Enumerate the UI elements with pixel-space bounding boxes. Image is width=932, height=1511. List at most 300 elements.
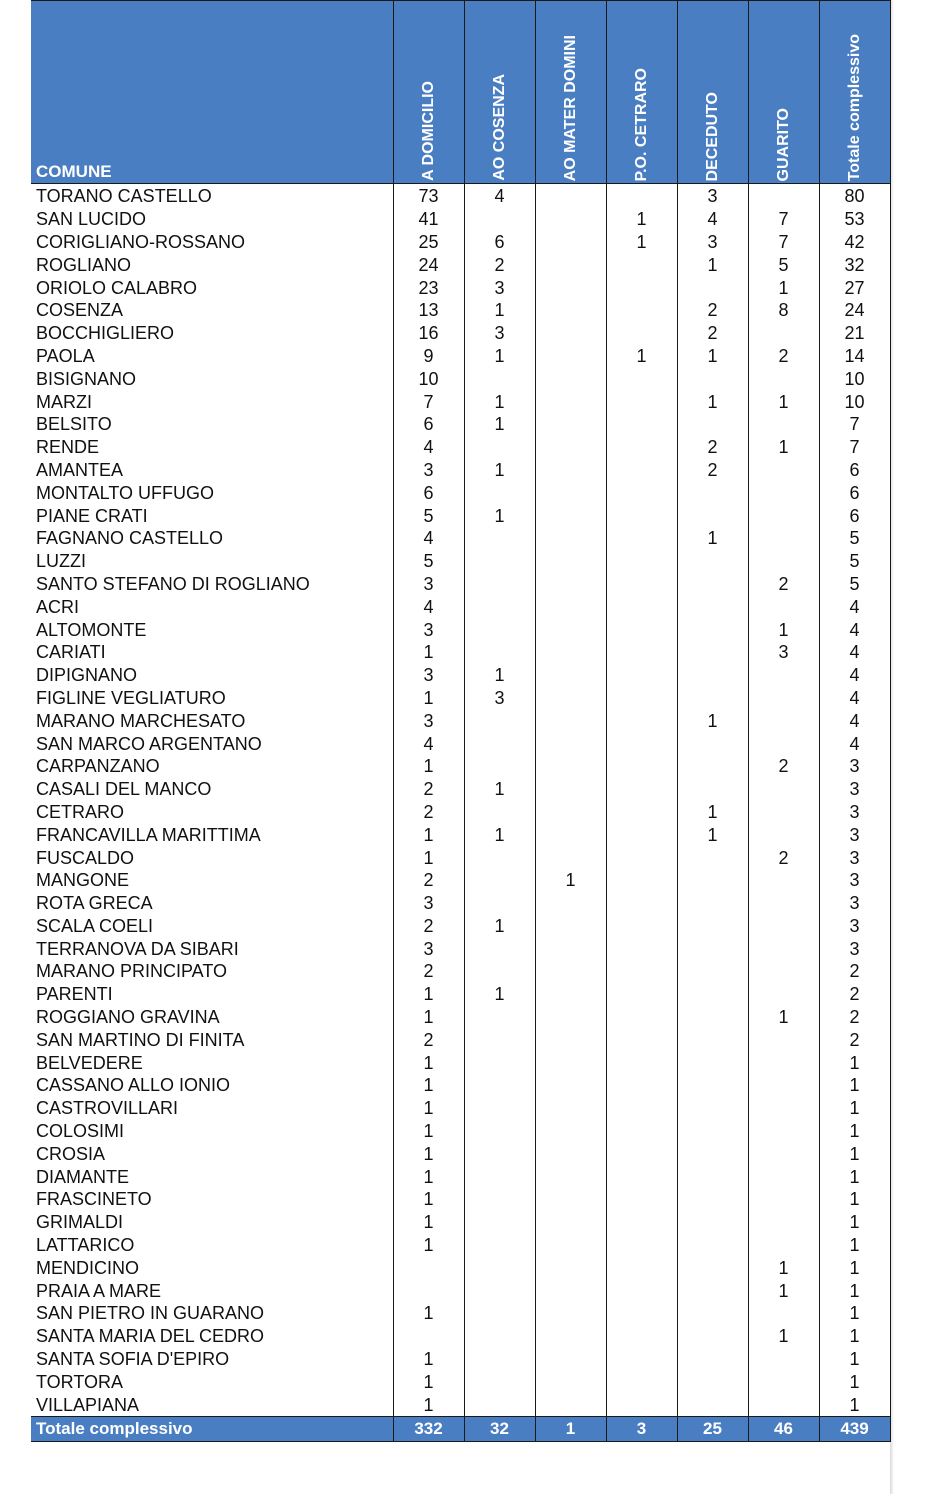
- value-cell: [464, 1348, 535, 1371]
- table-row: [31, 1211, 890, 1234]
- value-cell: 1: [393, 755, 464, 778]
- comune-name: COSENZA: [36, 300, 124, 321]
- value-cell: 2: [677, 436, 748, 459]
- value-cell: [606, 1028, 677, 1051]
- value-cell: [606, 413, 677, 436]
- value-cell: 32: [819, 253, 890, 276]
- value-cell: [606, 1393, 677, 1416]
- value-cell: [535, 1142, 606, 1165]
- value-cell: [464, 1302, 535, 1325]
- value-cell: 42: [819, 231, 890, 254]
- table-row: [31, 481, 890, 504]
- value-cell: [677, 504, 748, 527]
- value-cell: [677, 1325, 748, 1348]
- table-row: [31, 937, 890, 960]
- value-cell: [748, 960, 819, 983]
- value-cell: [535, 253, 606, 276]
- value-cell: [748, 983, 819, 1006]
- value-cell: 2: [819, 983, 890, 1006]
- value-cell: [606, 1051, 677, 1074]
- comune-name: MONTALTO UFFUGO: [36, 482, 214, 503]
- value-cell: [464, 367, 535, 390]
- table-row: [31, 367, 890, 390]
- value-cell: [464, 732, 535, 755]
- value-cell: 5: [819, 527, 890, 550]
- value-cell: 4: [819, 687, 890, 710]
- value-cell: 1: [819, 1188, 890, 1211]
- table-row: [31, 1142, 890, 1165]
- value-cell: [535, 573, 606, 596]
- value-cell: 1: [393, 1188, 464, 1211]
- total-cell: 3: [606, 1417, 677, 1442]
- value-cell: 1: [464, 823, 535, 846]
- value-cell: 3: [677, 231, 748, 254]
- value-cell: [464, 436, 535, 459]
- value-cell: 41: [393, 208, 464, 231]
- value-cell: 3: [819, 823, 890, 846]
- value-cell: [606, 983, 677, 1006]
- value-cell: [606, 618, 677, 641]
- comune-name: VILLAPIANA: [36, 1394, 140, 1415]
- value-cell: 2: [819, 1006, 890, 1029]
- value-cell: 1: [677, 709, 748, 732]
- value-cell: 1: [393, 1051, 464, 1074]
- header-label: DECEDUTO: [703, 91, 721, 181]
- table-row: [31, 299, 890, 322]
- value-cell: 4: [819, 641, 890, 664]
- table-row: [31, 413, 890, 436]
- value-cell: [606, 1120, 677, 1143]
- value-cell: [464, 846, 535, 869]
- value-cell: [535, 1188, 606, 1211]
- total-cell: 332: [393, 1417, 464, 1442]
- value-cell: 1: [819, 1097, 890, 1120]
- table-row: [31, 1051, 890, 1074]
- header-label: AO MATER DOMINI: [561, 34, 579, 181]
- value-cell: 1: [464, 664, 535, 687]
- comune-name: SAN PIETRO IN GUARANO: [36, 1303, 265, 1324]
- value-cell: [464, 1234, 535, 1257]
- header-totale-complessivo: [819, 1, 890, 184]
- value-cell: [748, 801, 819, 824]
- value-cell: [677, 550, 748, 573]
- value-cell: 7: [819, 413, 890, 436]
- value-cell: 3: [819, 755, 890, 778]
- value-cell: 1: [819, 1142, 890, 1165]
- value-cell: [535, 823, 606, 846]
- comune-name: DIAMANTE: [36, 1166, 130, 1187]
- value-cell: 8: [748, 299, 819, 322]
- comune-name: ORIOLO CALABRO: [36, 277, 198, 298]
- table-row: [31, 253, 890, 276]
- value-cell: [606, 846, 677, 869]
- table-row: [31, 573, 890, 596]
- value-cell: [677, 573, 748, 596]
- value-cell: [606, 823, 677, 846]
- value-cell: [606, 869, 677, 892]
- value-cell: [464, 1370, 535, 1393]
- value-cell: 1: [748, 618, 819, 641]
- value-cell: 4: [819, 664, 890, 687]
- value-cell: [748, 937, 819, 960]
- value-cell: 14: [819, 345, 890, 368]
- value-cell: 1: [393, 823, 464, 846]
- value-cell: [677, 641, 748, 664]
- value-cell: [677, 1165, 748, 1188]
- value-cell: [677, 1279, 748, 1302]
- value-cell: 21: [819, 322, 890, 345]
- value-cell: [606, 1256, 677, 1279]
- table-row: [31, 322, 890, 345]
- value-cell: 7: [393, 390, 464, 413]
- value-cell: 7: [748, 208, 819, 231]
- value-cell: [393, 1325, 464, 1348]
- value-cell: 80: [819, 184, 890, 208]
- value-cell: [677, 1188, 748, 1211]
- value-cell: [748, 709, 819, 732]
- table-row: [31, 1028, 890, 1051]
- value-cell: [748, 892, 819, 915]
- value-cell: 5: [819, 550, 890, 573]
- value-cell: 3: [464, 687, 535, 710]
- comune-name: PAOLA: [36, 345, 95, 366]
- header-ao-cosenza: [464, 1, 535, 184]
- value-cell: [535, 664, 606, 687]
- value-cell: 5: [748, 253, 819, 276]
- value-cell: 73: [393, 184, 464, 208]
- value-cell: [535, 1279, 606, 1302]
- value-cell: 4: [819, 732, 890, 755]
- value-cell: [535, 1234, 606, 1257]
- value-cell: [606, 1348, 677, 1371]
- value-cell: [606, 732, 677, 755]
- value-cell: [677, 892, 748, 915]
- table-row: [31, 1302, 890, 1325]
- comune-name: MARZI: [36, 391, 92, 412]
- value-cell: [535, 459, 606, 482]
- value-cell: 5: [819, 573, 890, 596]
- value-cell: [748, 1051, 819, 1074]
- comune-name: COLOSIMI: [36, 1121, 125, 1142]
- value-cell: [677, 1006, 748, 1029]
- value-cell: [535, 755, 606, 778]
- value-cell: [748, 481, 819, 504]
- value-cell: 5: [393, 504, 464, 527]
- value-cell: [606, 504, 677, 527]
- value-cell: [535, 1074, 606, 1097]
- value-cell: 1: [393, 1302, 464, 1325]
- table-row: [31, 778, 890, 801]
- table-row: [31, 550, 890, 573]
- total-cell: 32: [464, 1417, 535, 1442]
- value-cell: 1: [393, 1074, 464, 1097]
- comune-name: PARENTI: [36, 984, 113, 1005]
- value-cell: [748, 1211, 819, 1234]
- table-row: [31, 208, 890, 231]
- comune-name: CETRARO: [36, 801, 125, 822]
- value-cell: [535, 276, 606, 299]
- table-row: [31, 687, 890, 710]
- value-cell: [748, 527, 819, 550]
- value-cell: 1: [748, 390, 819, 413]
- table-row: [31, 527, 890, 550]
- value-cell: 1: [464, 413, 535, 436]
- value-cell: [606, 299, 677, 322]
- total-cell: 46: [748, 1417, 819, 1442]
- value-cell: [606, 1234, 677, 1257]
- value-cell: 1: [464, 390, 535, 413]
- value-cell: 1: [464, 504, 535, 527]
- value-cell: [535, 1256, 606, 1279]
- comune-name: FUSCALDO: [36, 847, 135, 868]
- value-cell: 1: [677, 801, 748, 824]
- value-cell: [535, 550, 606, 573]
- value-cell: [464, 527, 535, 550]
- value-cell: [464, 1120, 535, 1143]
- value-cell: [606, 367, 677, 390]
- table-row: [31, 915, 890, 938]
- value-cell: 10: [393, 367, 464, 390]
- value-cell: [677, 915, 748, 938]
- value-cell: 1: [819, 1279, 890, 1302]
- value-cell: 1: [819, 1302, 890, 1325]
- value-cell: [535, 595, 606, 618]
- comune-name: FAGNANO CASTELLO: [36, 528, 224, 549]
- value-cell: 1: [464, 299, 535, 322]
- value-cell: [535, 687, 606, 710]
- value-cell: 7: [819, 436, 890, 459]
- table-row: [31, 1165, 890, 1188]
- comune-name: TERRANOVA DA SIBARI: [36, 938, 239, 959]
- value-cell: [677, 1348, 748, 1371]
- value-cell: 23: [393, 276, 464, 299]
- comune-name: CASSANO ALLO IONIO: [36, 1075, 231, 1096]
- value-cell: [464, 892, 535, 915]
- table-footer: [31, 1417, 890, 1442]
- comune-name: SCALA COELI: [36, 915, 154, 936]
- value-cell: [535, 504, 606, 527]
- value-cell: 1: [393, 1370, 464, 1393]
- value-cell: [606, 1302, 677, 1325]
- value-cell: [535, 1028, 606, 1051]
- value-cell: 2: [748, 345, 819, 368]
- comune-name: MARANO MARCHESATO: [36, 710, 246, 731]
- value-cell: [535, 1370, 606, 1393]
- value-cell: 1: [819, 1051, 890, 1074]
- value-cell: [606, 1006, 677, 1029]
- value-cell: [748, 1120, 819, 1143]
- value-cell: [535, 481, 606, 504]
- value-cell: [606, 276, 677, 299]
- value-cell: 1: [819, 1120, 890, 1143]
- value-cell: [677, 1302, 748, 1325]
- value-cell: [606, 960, 677, 983]
- value-cell: [606, 573, 677, 596]
- comune-name: SANTA MARIA DEL CEDRO: [36, 1326, 265, 1347]
- value-cell: 3: [819, 778, 890, 801]
- value-cell: [464, 595, 535, 618]
- value-cell: 1: [606, 231, 677, 254]
- value-cell: 4: [393, 732, 464, 755]
- table-row: [31, 732, 890, 755]
- value-cell: 2: [464, 253, 535, 276]
- comune-name: TORANO CASTELLO: [36, 186, 212, 207]
- value-cell: 1: [464, 983, 535, 1006]
- header-label: P.O. CETRARO: [632, 67, 650, 181]
- value-cell: [748, 869, 819, 892]
- value-cell: [677, 1256, 748, 1279]
- value-cell: 24: [819, 299, 890, 322]
- table-row: [31, 823, 890, 846]
- value-cell: 3: [393, 459, 464, 482]
- table-row: [31, 1188, 890, 1211]
- value-cell: [464, 1188, 535, 1211]
- table-row: [31, 184, 890, 208]
- value-cell: 2: [748, 846, 819, 869]
- header-label: AO COSENZA: [490, 74, 508, 181]
- value-cell: [393, 1279, 464, 1302]
- value-cell: 2: [393, 778, 464, 801]
- header-po-cetraro: [606, 1, 677, 184]
- value-cell: [464, 1028, 535, 1051]
- value-cell: 6: [393, 413, 464, 436]
- value-cell: [606, 1142, 677, 1165]
- comune-name: PIANE CRATI: [36, 505, 148, 526]
- table-row: [31, 892, 890, 915]
- table-row: [31, 664, 890, 687]
- value-cell: 4: [393, 527, 464, 550]
- value-cell: [748, 184, 819, 208]
- value-cell: [535, 231, 606, 254]
- value-cell: 2: [393, 801, 464, 824]
- table-row: [31, 459, 890, 482]
- value-cell: [606, 641, 677, 664]
- value-cell: 1: [393, 1393, 464, 1416]
- value-cell: [464, 937, 535, 960]
- value-cell: [535, 1211, 606, 1234]
- value-cell: [535, 846, 606, 869]
- value-cell: 4: [819, 709, 890, 732]
- value-cell: [606, 1325, 677, 1348]
- value-cell: [535, 1302, 606, 1325]
- header-ao-mater-domini: [535, 1, 606, 184]
- value-cell: [677, 846, 748, 869]
- value-cell: 2: [748, 573, 819, 596]
- value-cell: [606, 801, 677, 824]
- value-cell: 53: [819, 208, 890, 231]
- value-cell: [677, 367, 748, 390]
- table-row: [31, 755, 890, 778]
- value-cell: 3: [393, 573, 464, 596]
- value-cell: [535, 618, 606, 641]
- value-cell: [677, 1097, 748, 1120]
- value-cell: [464, 960, 535, 983]
- value-cell: [606, 550, 677, 573]
- value-cell: [606, 937, 677, 960]
- value-cell: [606, 778, 677, 801]
- value-cell: [535, 527, 606, 550]
- value-cell: [748, 732, 819, 755]
- value-cell: 4: [677, 208, 748, 231]
- value-cell: 2: [819, 960, 890, 983]
- comune-name: ALTOMONTE: [36, 619, 147, 640]
- value-cell: [606, 253, 677, 276]
- value-cell: [464, 1279, 535, 1302]
- value-cell: [464, 1074, 535, 1097]
- value-cell: [748, 1234, 819, 1257]
- value-cell: [606, 322, 677, 345]
- value-cell: [464, 573, 535, 596]
- table-row: [31, 1097, 890, 1120]
- header-deceduto: [677, 1, 748, 184]
- value-cell: [535, 709, 606, 732]
- table-row: [31, 618, 890, 641]
- value-cell: 1: [819, 1348, 890, 1371]
- value-cell: 1: [535, 869, 606, 892]
- value-cell: 1: [393, 641, 464, 664]
- value-cell: [677, 983, 748, 1006]
- value-cell: 2: [677, 322, 748, 345]
- value-cell: [535, 322, 606, 345]
- table-row: [31, 276, 890, 299]
- value-cell: 24: [393, 253, 464, 276]
- value-cell: [748, 1028, 819, 1051]
- value-cell: [393, 1256, 464, 1279]
- comune-name: SAN MARCO ARGENTANO: [36, 733, 262, 754]
- value-cell: 10: [819, 390, 890, 413]
- value-cell: [535, 413, 606, 436]
- value-cell: [535, 1393, 606, 1416]
- table-row: [31, 1256, 890, 1279]
- value-cell: 1: [819, 1325, 890, 1348]
- table-row: [31, 595, 890, 618]
- comune-name: MARANO PRINCIPATO: [36, 961, 228, 982]
- header-label: Totale complessivo: [845, 33, 863, 181]
- comune-name: DIPIGNANO: [36, 665, 138, 686]
- value-cell: 4: [393, 595, 464, 618]
- value-cell: [677, 778, 748, 801]
- table-row: [31, 801, 890, 824]
- comune-name: TORTORA: [36, 1371, 124, 1392]
- value-cell: [606, 436, 677, 459]
- total-label: Totale complessivo: [31, 1417, 393, 1442]
- value-cell: [535, 299, 606, 322]
- value-cell: 1: [606, 208, 677, 231]
- value-cell: [535, 778, 606, 801]
- value-cell: [535, 390, 606, 413]
- table-row: [31, 1234, 890, 1257]
- value-cell: 3: [464, 322, 535, 345]
- value-cell: 4: [464, 184, 535, 208]
- value-cell: [748, 687, 819, 710]
- value-cell: 6: [819, 504, 890, 527]
- value-cell: [535, 345, 606, 368]
- value-cell: 3: [819, 801, 890, 824]
- value-cell: [606, 1165, 677, 1188]
- comune-name: AMANTEA: [36, 459, 124, 480]
- value-cell: 2: [393, 915, 464, 938]
- comune-name: SANTA SOFIA D'EPIRO: [36, 1349, 230, 1370]
- comune-name: ACRI: [36, 596, 80, 617]
- table-row: [31, 983, 890, 1006]
- comune-name: MENDICINO: [36, 1257, 139, 1278]
- comune-name: CASTROVILLARI: [36, 1098, 179, 1119]
- comune-name: SANTO STEFANO DI ROGLIANO: [36, 573, 310, 594]
- table-row: [31, 1006, 890, 1029]
- value-cell: [535, 184, 606, 208]
- value-cell: [748, 664, 819, 687]
- value-cell: [606, 481, 677, 504]
